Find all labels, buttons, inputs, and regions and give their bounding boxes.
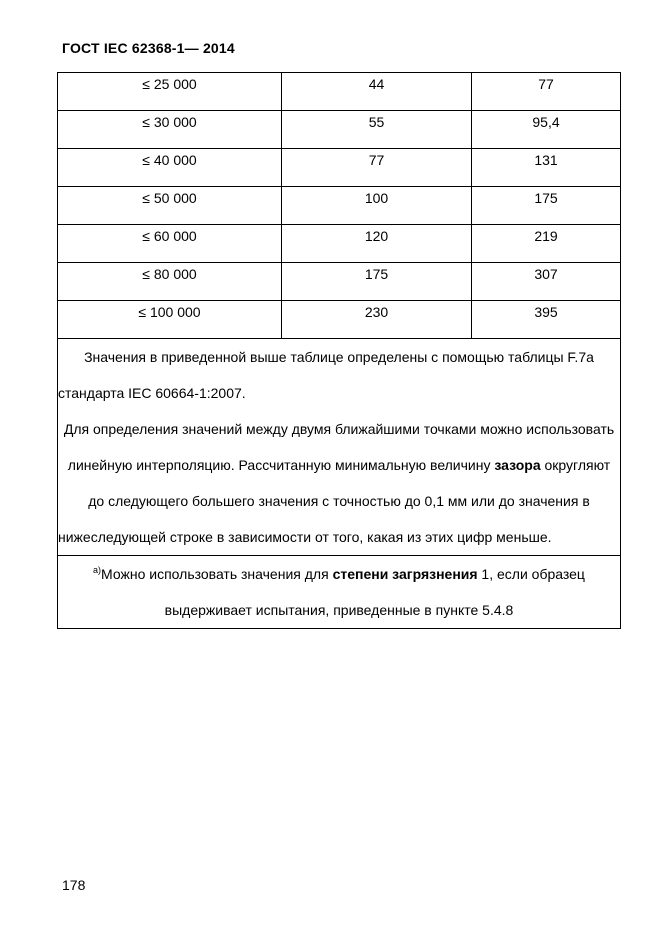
document-header: ГОСТ IEC 62368-1— 2014: [62, 40, 235, 56]
table-note-row: [58, 339, 621, 556]
table-cell: 175: [472, 187, 621, 225]
table-cell: ≤ 50 000: [58, 187, 282, 225]
table-row: [58, 263, 621, 301]
table-cell: 395: [472, 301, 621, 339]
table-cell: ≤ 80 000: [58, 263, 282, 301]
table-cell: 219: [472, 225, 621, 263]
table-cell: 131: [472, 149, 621, 187]
table-cell: ≤ 25 000: [58, 73, 282, 111]
table-row: [58, 149, 621, 187]
table-cell: 100: [282, 187, 472, 225]
table-row: [58, 187, 621, 225]
table-cell: ≤ 40 000: [58, 149, 282, 187]
table-footnote-row: [58, 556, 621, 629]
term-clearance: зазора: [494, 457, 541, 473]
table-cell: 44: [282, 73, 472, 111]
table-cell: ≤ 100 000: [58, 301, 282, 339]
table-note: [58, 339, 621, 556]
footnote-marker: a): [93, 565, 102, 575]
table-cell: ≤ 60 000: [58, 225, 282, 263]
page-number: 178: [62, 877, 86, 893]
clearance-table: [57, 72, 621, 629]
table-cell: 230: [282, 301, 472, 339]
table-row: [58, 225, 621, 263]
table-footnote: $^{a)}$Можно использовать значения для степени загрязнения 1, если образец выдерживает испытания, приведенные в пункте 5.4.8: [58, 556, 621, 629]
table-cell: 120: [282, 225, 472, 263]
table-cell: 175: [282, 263, 472, 301]
table-row: [58, 301, 621, 339]
note-paragraph: Значения в приведенной выше таблице определены с помощью таблицы F.7a стандарта IEC 60664-1:2007.: [58, 349, 594, 401]
table-cell: 55: [282, 111, 472, 149]
table-cell: 77: [472, 73, 621, 111]
table-row: [58, 73, 621, 111]
note-paragraph: Для определения значений между двумя ближайшими точками можно использовать линейную интерполяцию. Рассчитанную минимальную величину зазора округляют до следующего большего значения с точностью до 0,1 мм или до значения в нижеследующей строке в зависимости от того, какая из этих цифр меньше.: [58, 421, 615, 545]
table-cell: ≤ 30 000: [58, 111, 282, 149]
term-pollution-degree: степени загрязнения: [332, 566, 478, 582]
table-row: [58, 111, 621, 149]
table-cell: 95,4: [472, 111, 621, 149]
table-cell: 77: [282, 149, 472, 187]
table-cell: 307: [472, 263, 621, 301]
